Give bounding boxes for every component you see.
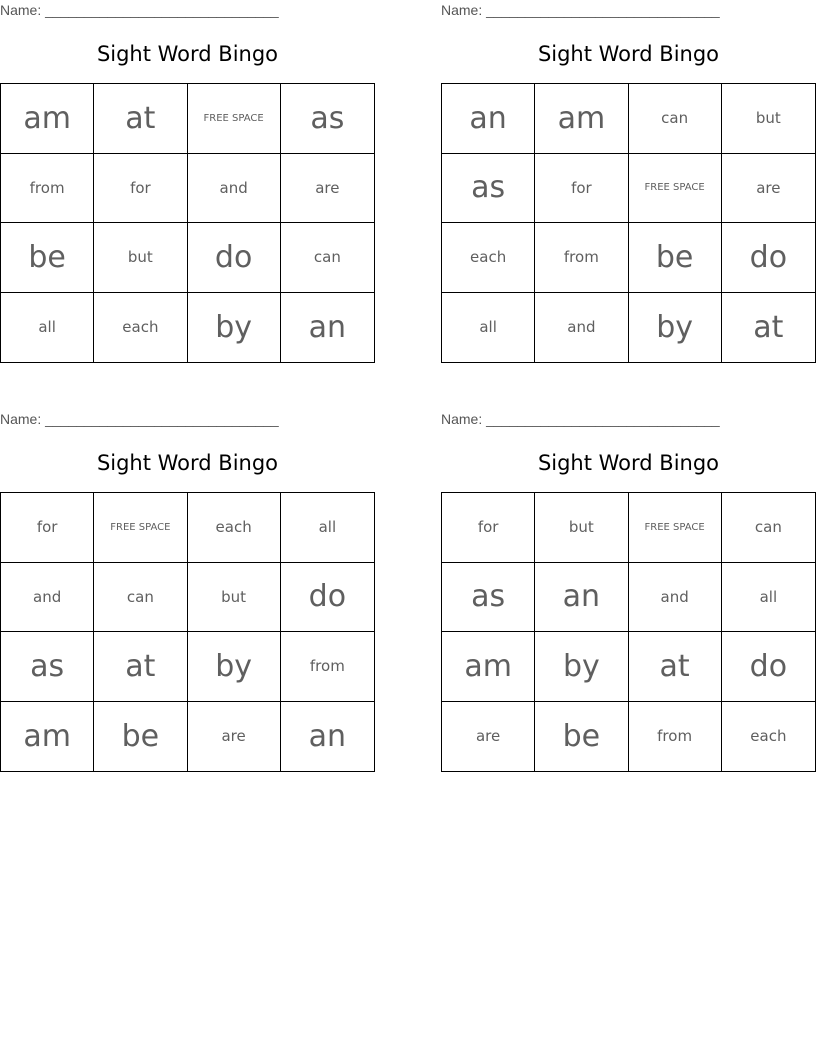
bingo-cell: am: [535, 84, 628, 154]
bingo-grid: [0, 492, 375, 772]
bingo-cell: but: [535, 493, 628, 563]
bingo-grid: [0, 83, 375, 363]
bingo-cell: from: [1, 154, 94, 224]
bingo-cell: for: [94, 154, 187, 224]
bingo-grid: [441, 83, 816, 363]
bingo-cell: all: [281, 493, 374, 563]
bingo-cell: and: [535, 293, 628, 363]
card-title: Sight Word Bingo: [537, 451, 720, 475]
bingo-cell: do: [188, 223, 281, 293]
bingo-cell: all: [722, 563, 815, 633]
bingo-cell: all: [1, 293, 94, 363]
bingo-cell: from: [535, 223, 628, 293]
name-field-label: Name: ______________________________: [0, 411, 279, 427]
bingo-cell: at: [94, 632, 187, 702]
bingo-cell: be: [629, 223, 722, 293]
bingo-cell: from: [281, 632, 374, 702]
bingo-cell: at: [629, 632, 722, 702]
bingo-cell: an: [308, 309, 347, 345]
bingo-cell: by: [629, 293, 722, 363]
card-title: Sight Word Bingo: [537, 42, 720, 66]
bingo-cell: as: [442, 154, 535, 224]
bingo-cell: be: [535, 702, 628, 772]
bingo-cell: but: [188, 563, 281, 633]
bingo-cell: are: [281, 154, 374, 224]
bingo-cell: an: [442, 84, 535, 154]
bingo-cell: as: [1, 632, 94, 702]
bingo-cell: do: [722, 632, 815, 702]
bingo-cell: but: [722, 84, 815, 154]
bingo-cell: do: [281, 563, 374, 633]
card-title: Sight Word Bingo: [96, 42, 279, 66]
name-field-label: Name: ______________________________: [441, 2, 720, 18]
bingo-cell: but: [94, 223, 187, 293]
bingo-cell: as: [281, 84, 374, 154]
bingo-cell: are: [722, 154, 815, 224]
bingo-cell: FREE SPACE: [629, 493, 722, 563]
bingo-cell: an: [308, 718, 347, 754]
bingo-cell: can: [281, 223, 374, 293]
bingo-cell: each: [442, 223, 535, 293]
bingo-cell: each: [94, 293, 187, 363]
card-title: Sight Word Bingo: [96, 451, 279, 475]
bingo-cell: for: [1, 493, 94, 563]
bingo-cell: and: [1, 563, 94, 633]
bingo-cell: am: [442, 632, 535, 702]
bingo-cell: am: [1, 84, 94, 154]
bingo-cell: can: [94, 563, 187, 633]
bingo-cell: each: [188, 493, 281, 563]
bingo-cell: for: [442, 493, 535, 563]
bingo-cell: an: [535, 563, 628, 633]
bingo-cell: from: [629, 702, 722, 772]
bingo-cell: can: [722, 493, 815, 563]
bingo-cell: FREE SPACE: [94, 493, 187, 563]
bingo-cell: be: [94, 702, 187, 772]
bingo-cell: by: [188, 293, 281, 363]
bingo-cell: can: [629, 84, 722, 154]
bingo-cell: by: [188, 632, 281, 702]
bingo-cell: and: [629, 563, 722, 633]
bingo-cell: are: [442, 702, 535, 772]
bingo-cell: am: [1, 702, 94, 772]
bingo-cell: and: [188, 154, 281, 224]
bingo-cell: FREE SPACE: [629, 154, 722, 224]
bingo-cell: each: [750, 727, 787, 746]
bingo-cell: do: [722, 223, 815, 293]
bingo-grid: [441, 492, 816, 772]
bingo-cell: FREE SPACE: [188, 84, 281, 154]
bingo-cell: at: [94, 84, 187, 154]
name-field-label: Name: ______________________________: [441, 411, 720, 427]
name-field-label: Name: ______________________________: [0, 2, 279, 18]
bingo-cell: at: [753, 309, 784, 345]
bingo-cell: for: [535, 154, 628, 224]
bingo-cell: be: [1, 223, 94, 293]
bingo-cell: by: [535, 632, 628, 702]
bingo-cell: as: [442, 563, 535, 633]
bingo-cell: all: [442, 293, 535, 363]
bingo-cell: are: [188, 702, 281, 772]
